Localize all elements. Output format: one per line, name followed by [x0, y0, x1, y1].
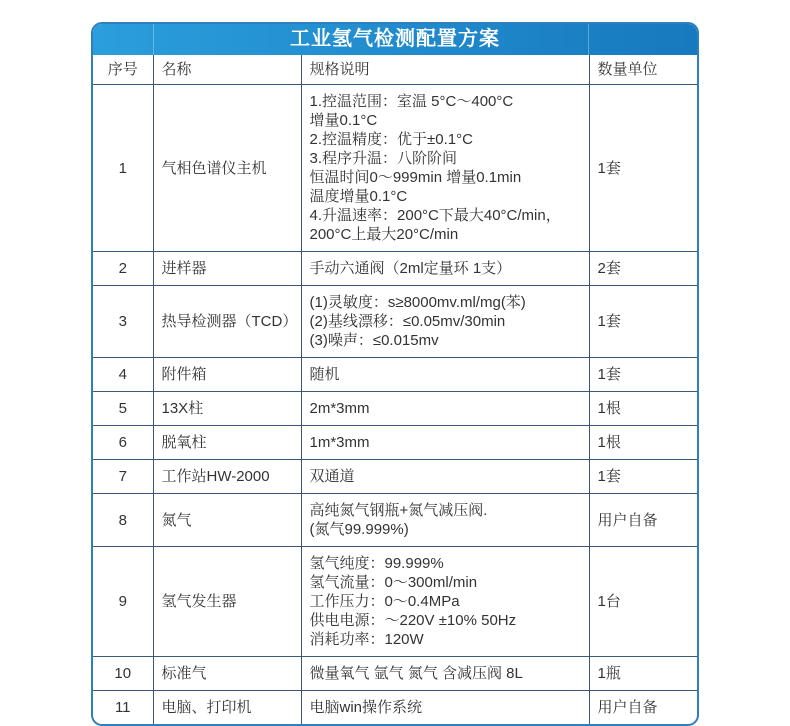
table-row [93, 392, 697, 426]
header-cell-no: 序号 [93, 55, 153, 85]
spec-line: 供电电源：～220V ±10% 50Hz [309, 612, 517, 629]
table-row [93, 426, 697, 460]
name-cell: 热导检测器（TCD） [153, 286, 301, 358]
no-cell: 11 [93, 691, 153, 725]
table-row [93, 494, 697, 547]
name-cell: 氢气发生器 [153, 547, 301, 657]
table-row [93, 691, 697, 725]
spec-line: 消耗功率：120W [309, 631, 424, 648]
spec-line: 氢气纯度：99.999% [309, 555, 444, 572]
spec-line: 200°C上最大20°C/min [309, 226, 459, 243]
spec-line: 手动六通阀（2ml定量环 1支） [309, 260, 512, 277]
no-cell: 8 [93, 494, 153, 547]
spec-cell [301, 494, 589, 547]
spec-cell [301, 460, 589, 494]
table-row [93, 252, 697, 286]
spec-cell [301, 85, 589, 252]
table-row [93, 85, 697, 252]
header-row [93, 55, 697, 85]
table-row [93, 358, 697, 392]
title-column-divider [153, 24, 154, 55]
name-cell: 电脑、打印机 [153, 691, 301, 725]
spec-line: 恒温时间0～999min 增量0.1min [309, 169, 522, 186]
table-title-bar [93, 24, 697, 55]
spec-line: 1m*3mm [309, 434, 370, 451]
name-cell: 标准气 [153, 657, 301, 691]
spec-line: 电脑win操作系统 [309, 699, 423, 716]
no-cell: 6 [93, 426, 153, 460]
config-table-card [91, 22, 699, 726]
name-cell: 工作站HW-2000 [153, 460, 301, 494]
qty-cell: 1台 [589, 547, 697, 657]
no-cell: 3 [93, 286, 153, 358]
qty-cell: 1套 [589, 286, 697, 358]
table-row [93, 657, 697, 691]
spec-cell [301, 547, 589, 657]
spec-line: 2m*3mm [309, 400, 370, 417]
spec-line: 随机 [309, 366, 340, 383]
spec-cell [301, 286, 589, 358]
name-cell: 氮气 [153, 494, 301, 547]
spec-line: (1)灵敏度：s≥8000mv.ml/mg(苯) [309, 294, 526, 311]
header-cell-spec: 规格说明 [301, 55, 589, 85]
spec-line: (氮气99.999%) [309, 521, 409, 538]
spec-line: 微量氧气 氩气 氮气 含减压阀 8L [309, 665, 523, 682]
header-cell-name: 名称 [153, 55, 301, 85]
no-cell: 7 [93, 460, 153, 494]
name-cell: 气相色谱仪主机 [153, 85, 301, 252]
spec-line: (3)噪声：≤0.015mv [309, 332, 439, 349]
no-cell: 2 [93, 252, 153, 286]
qty-cell: 2套 [589, 252, 697, 286]
qty-cell: 1套 [589, 358, 697, 392]
no-cell: 5 [93, 392, 153, 426]
spec-cell [301, 358, 589, 392]
no-cell: 10 [93, 657, 153, 691]
qty-cell: 用户自备 [589, 691, 697, 725]
no-cell: 9 [93, 547, 153, 657]
qty-cell: 1套 [589, 460, 697, 494]
no-cell: 1 [93, 85, 153, 252]
spec-line: 工作压力：0～0.4MPa [309, 593, 460, 610]
spec-line: (2)基线漂移：≤0.05mv/30min [309, 313, 506, 330]
spec-line: 氢气流量：0～300ml/min [309, 574, 478, 591]
spec-line: 温度增量0.1°C [309, 188, 408, 205]
page-title: 工业氢气检测配置方案 [290, 28, 500, 50]
table-row [93, 547, 697, 657]
name-cell: 脱氧柱 [153, 426, 301, 460]
spec-line: 2.控温精度：优于±0.1°C [309, 131, 473, 148]
title-column-divider [588, 24, 589, 55]
header-cell-qty: 数量单位 [589, 55, 697, 85]
spec-cell [301, 252, 589, 286]
qty-cell: 1根 [589, 426, 697, 460]
name-cell: 13X柱 [153, 392, 301, 426]
qty-cell: 用户自备 [589, 494, 697, 547]
qty-cell: 1根 [589, 392, 697, 426]
qty-cell: 1套 [589, 85, 697, 252]
spec-line: 双通道 [309, 468, 355, 485]
qty-cell: 1瓶 [589, 657, 697, 691]
table-row [93, 286, 697, 358]
config-table [93, 55, 697, 724]
spec-line: 增量0.1°C [309, 112, 378, 129]
no-cell: 4 [93, 358, 153, 392]
spec-cell [301, 657, 589, 691]
name-cell: 附件箱 [153, 358, 301, 392]
spec-cell [301, 426, 589, 460]
spec-line: 4.升温速率：200°C下最大40°C/min， [309, 207, 561, 224]
spec-line: 高纯氮气钢瓶+氮气减压阀. [309, 502, 488, 519]
table-row [93, 460, 697, 494]
spec-cell [301, 392, 589, 426]
spec-line: 1.控温范围：室温 5°C～400°C [309, 93, 514, 110]
spec-cell [301, 691, 589, 725]
name-cell: 进样器 [153, 252, 301, 286]
spec-line: 3.程序升温：八阶阶间 [309, 150, 458, 167]
